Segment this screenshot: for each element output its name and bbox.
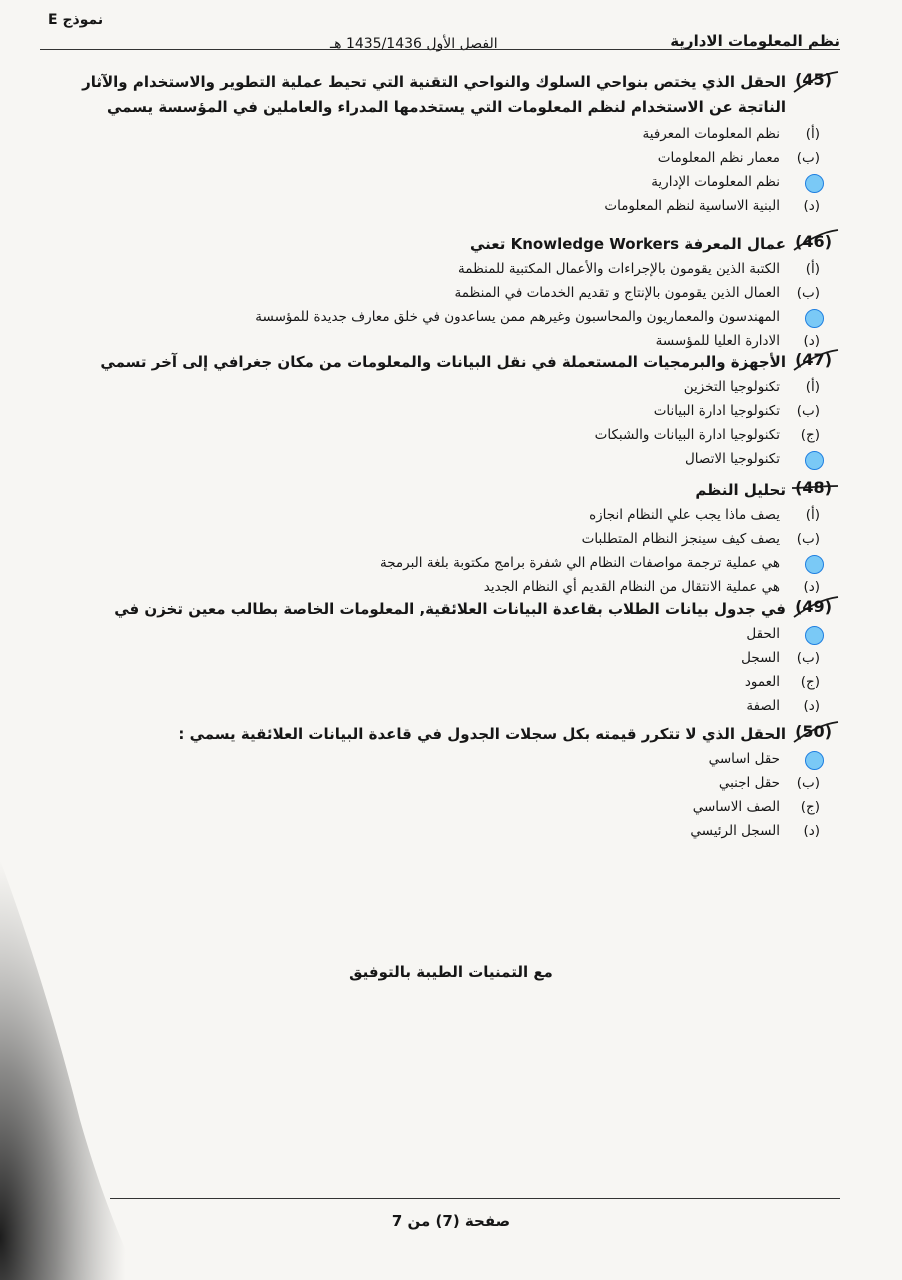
question-number: (49) <box>795 597 832 616</box>
option-b[interactable] <box>72 771 832 795</box>
footer-divider <box>110 1198 840 1199</box>
option-a[interactable] <box>72 257 832 281</box>
option-a[interactable] <box>72 375 832 399</box>
question-number: (48) <box>795 478 832 497</box>
option-c[interactable] <box>72 670 832 694</box>
option-text: هي عملية ترجمة مواصفات النظام الي شفرة برامج مكتوبة بلغة البرمجة <box>379 555 780 571</box>
selected-answer-icon <box>805 555 824 574</box>
option-letter: (أ) <box>805 379 820 395</box>
option-b[interactable] <box>72 146 832 170</box>
page-number: صفحة (7) من 7 <box>391 1212 511 1230</box>
option-d[interactable] <box>72 447 832 471</box>
option-letter: (ج) <box>800 427 820 443</box>
option-letter: (د) <box>803 198 820 214</box>
option-letter: (د) <box>803 333 820 349</box>
question-47 <box>72 350 832 471</box>
selected-answer-icon <box>805 174 824 193</box>
option-d[interactable] <box>72 819 832 843</box>
option-letter: (ب) <box>796 775 820 791</box>
option-text: البنية الاساسية لنظم المعلومات <box>604 198 780 214</box>
option-text: نظم المعلومات المعرفية <box>642 126 780 142</box>
option-a[interactable] <box>72 747 832 771</box>
option-letter: (أ) <box>805 126 820 142</box>
option-letter: (ب) <box>796 150 820 166</box>
question-46 <box>72 232 832 353</box>
option-text: الكتبة الذين يقومون بالإجراءات والأعمال المكتبية للمنظمة <box>458 261 780 277</box>
question-45 <box>72 70 832 218</box>
option-b[interactable] <box>72 527 832 551</box>
question-number: (47) <box>795 350 832 369</box>
option-letter: (ج) <box>800 799 820 815</box>
question-text: الحقل الذي لا تتكرر قيمته بكل سجلات الجدول في قاعدة البيانات العلائقية يسمي : <box>178 725 786 743</box>
question-49 <box>72 597 832 718</box>
selected-answer-icon <box>805 626 824 645</box>
question-text: عمال المعرفة Knowledge Workers تعني <box>469 235 786 253</box>
option-letter: (أ) <box>805 507 820 523</box>
option-letter: (ب) <box>796 285 820 301</box>
option-letter: (ج) <box>800 674 820 690</box>
option-text: حقل اساسي <box>708 751 780 767</box>
option-text: تكنولوجيا ادارة البيانات والشبكات <box>594 427 780 443</box>
option-d[interactable] <box>72 575 832 599</box>
question-48 <box>72 478 832 599</box>
option-c[interactable] <box>72 795 832 819</box>
option-letter: (ب) <box>796 531 820 547</box>
question-number: (46) <box>795 232 832 251</box>
option-text: حقل اجنبي <box>718 775 780 791</box>
option-letter: (د) <box>803 698 820 714</box>
question-text: تحليل النظم <box>695 481 786 499</box>
page-header <box>40 10 840 50</box>
option-c[interactable] <box>72 423 832 447</box>
selected-answer-icon <box>805 309 824 328</box>
option-text: تكنولوجيا التخزين <box>683 379 780 395</box>
option-d[interactable] <box>72 194 832 218</box>
selected-answer-icon <box>805 451 824 470</box>
exam-model-label: نموذج E <box>48 12 104 28</box>
option-text: الصف الاساسي <box>692 799 780 815</box>
question-number: (45) <box>795 70 832 89</box>
question-50 <box>72 722 832 843</box>
header-divider <box>40 49 840 50</box>
question-text: الحقل الذي يختص بنواحي السلوك والنواحي التقنية التي تحيط عملية التطوير والاستخدام والآثار الناتجة عن الاستخدام لنظم المعلومات التي يستخدمها المدراء والعاملين في المؤسسة يسمي <box>82 73 786 116</box>
option-letter: (ب) <box>796 403 820 419</box>
option-text: السجل الرئيسي <box>690 823 780 839</box>
option-text: يصف كيف سينجز النظام المتطلبات <box>581 531 780 547</box>
option-a[interactable] <box>72 503 832 527</box>
option-text: يصف ماذا يجب علي النظام انجازه <box>589 507 780 523</box>
option-text: معمار نظم المعلومات <box>657 150 780 166</box>
option-letter: (أ) <box>805 261 820 277</box>
question-number: (50) <box>795 722 832 741</box>
option-letter: (د) <box>803 579 820 595</box>
question-text: في جدول بيانات الطلاب بقاعدة البيانات العلائقية, المعلومات الخاصة بطالب معين تخزن في <box>114 600 786 618</box>
option-text: المهندسون والمعماريون والمحاسبون وغيرهم ممن يساعدون في خلق معارف جديدة للمؤسسة <box>255 309 780 325</box>
closing-wishes: مع التمنيات الطيبة بالتوفيق <box>349 963 553 981</box>
option-text: العمال الذين يقومون بالإنتاج و تقديم الخدمات في المنظمة <box>454 285 780 301</box>
option-text: الصفة <box>746 698 780 714</box>
option-letter: (ب) <box>796 650 820 666</box>
option-b[interactable] <box>72 646 832 670</box>
option-c[interactable] <box>72 305 832 329</box>
option-text: تكنولوجيا الاتصال <box>684 451 780 467</box>
option-b[interactable] <box>72 281 832 305</box>
option-a[interactable] <box>72 622 832 646</box>
option-c[interactable] <box>72 170 832 194</box>
option-a[interactable] <box>72 122 832 146</box>
option-b[interactable] <box>72 399 832 423</box>
option-text: هي عملية الانتقال من النظام القديم أي النظام الجديد <box>483 579 780 595</box>
question-text: الأجهزة والبرمجيات المستعملة في نقل البيانات والمعلومات من مكان جغرافي إلى آخر تسمي <box>100 353 786 371</box>
option-text: تكنولوجيا ادارة البيانات <box>653 403 780 419</box>
semester-label: الفصل الأول 1435/1436 هـ <box>330 36 498 52</box>
option-text: نظم المعلومات الإدارية <box>651 174 780 190</box>
option-d[interactable] <box>72 694 832 718</box>
option-text: السجل <box>741 650 780 666</box>
option-c[interactable] <box>72 551 832 575</box>
option-text: الحقل <box>746 626 780 642</box>
option-text: الادارة العليا للمؤسسة <box>655 333 780 349</box>
selected-answer-icon <box>805 751 824 770</box>
course-title: نظم المعلومات الادارية <box>670 32 840 50</box>
option-text: العمود <box>744 674 780 690</box>
option-letter: (د) <box>803 823 820 839</box>
